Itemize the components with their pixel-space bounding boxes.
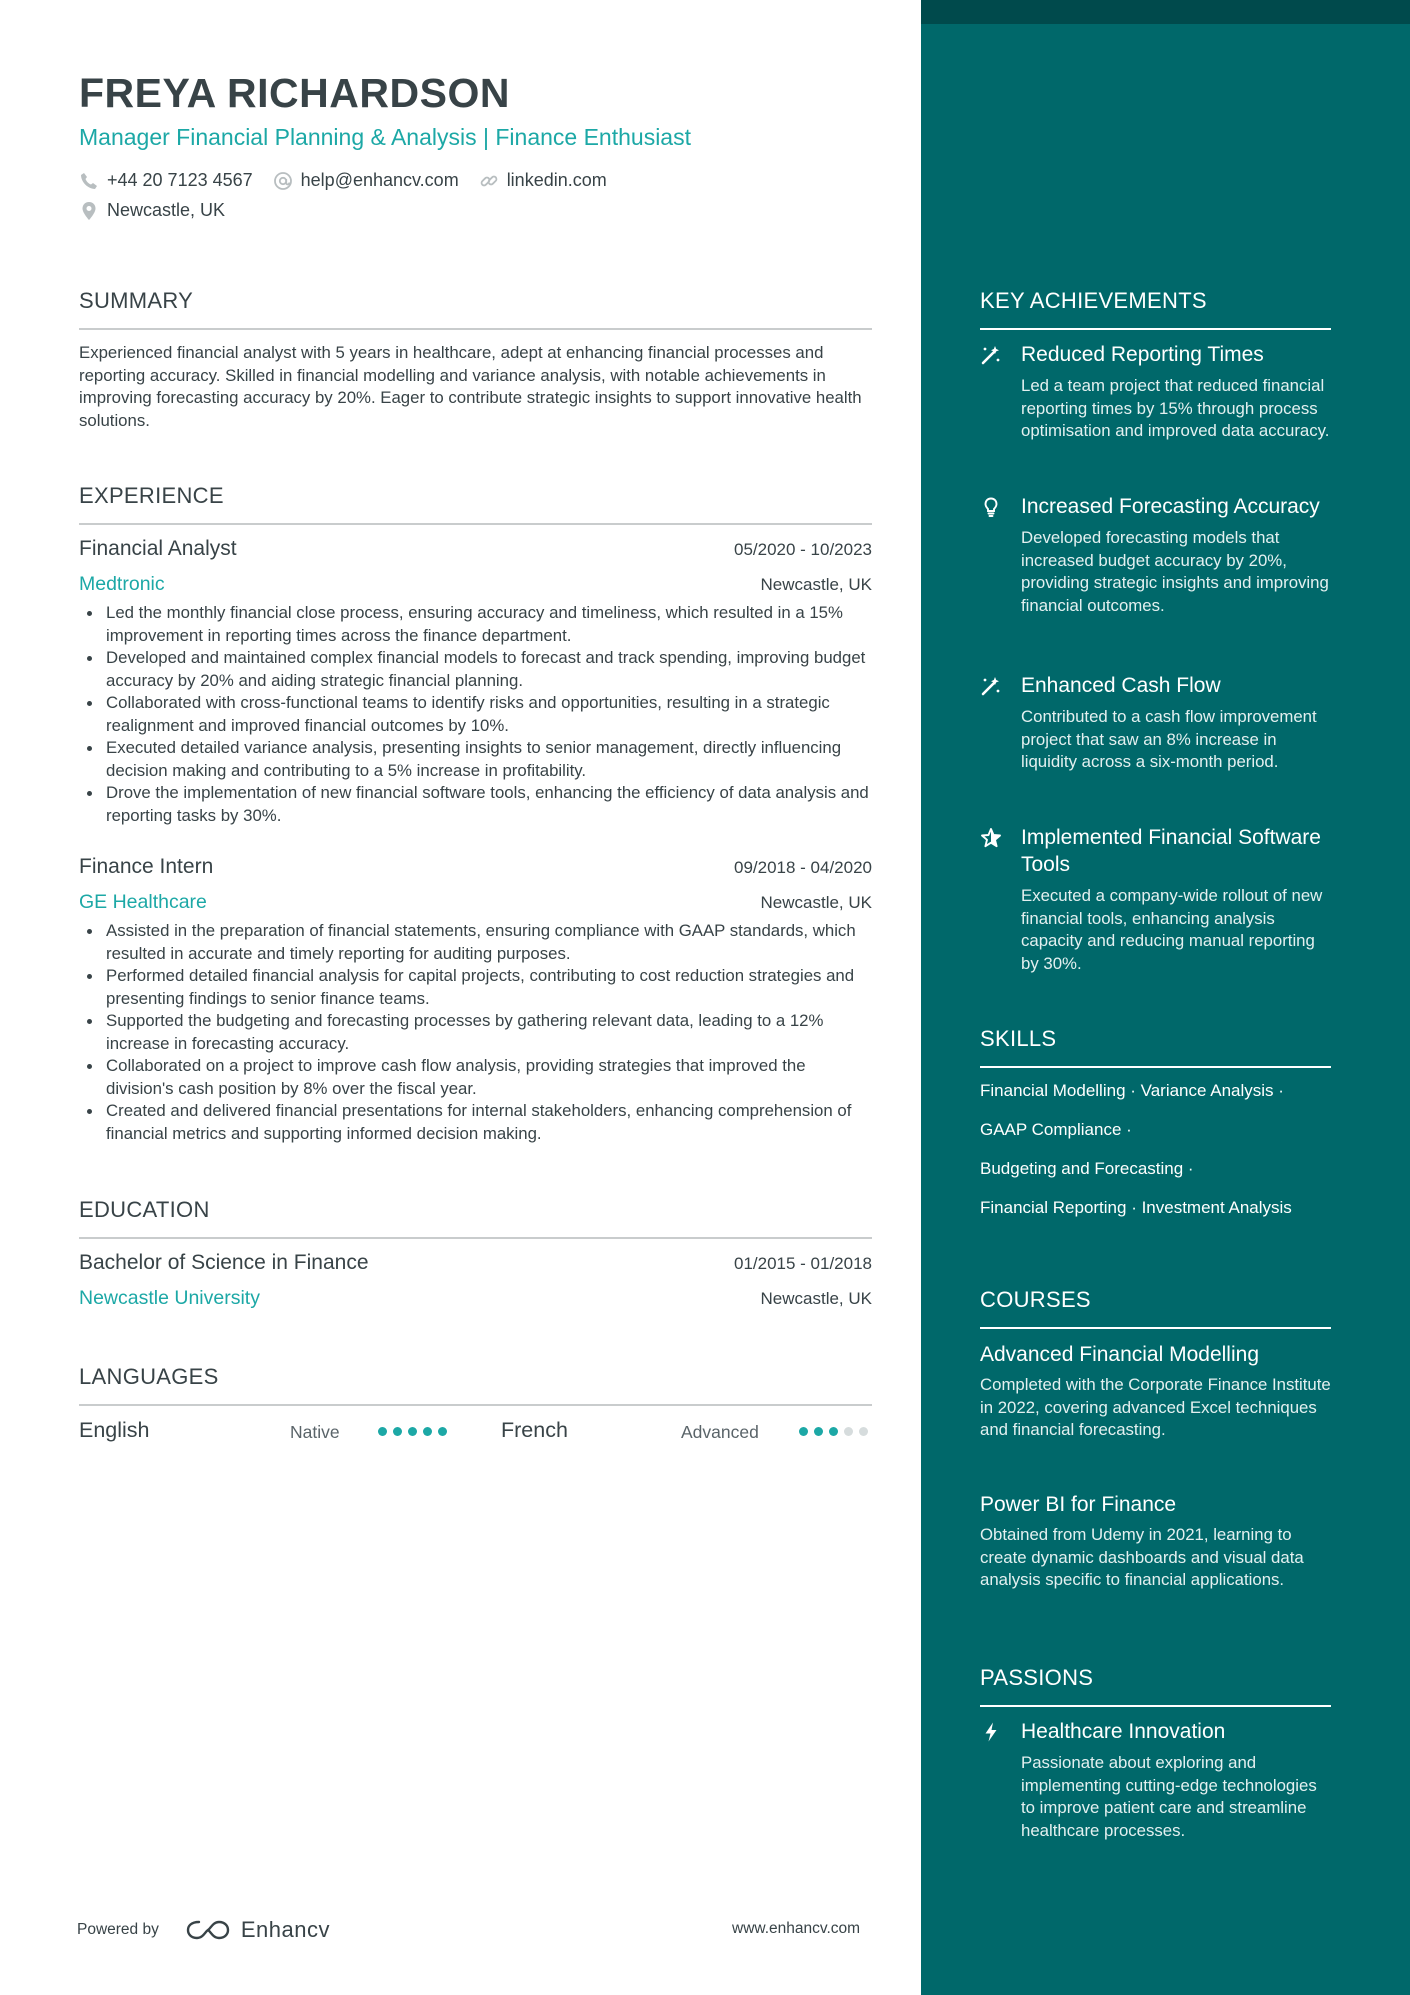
summary-heading: SUMMARY (79, 288, 872, 330)
bullet-item: Created and delivered financial presentations for internal stakeholders, enhancing comprehension of financial metrics and supporting informed decision making. (79, 1100, 872, 1145)
skills-line: Financial Modelling · Variance Analysis · (980, 1081, 1284, 1100)
school-name: Newcastle University (79, 1287, 260, 1309)
skills-heading: SKILLS (980, 1026, 1331, 1068)
sidebar-top-bar (921, 0, 1410, 24)
achievement-desc: Contributed to a cash flow improvement project that saw an 8% increase in liquidity across a six-month period. (1021, 707, 1317, 771)
rating-dot-filled (799, 1427, 808, 1436)
rating-dot-filled (393, 1427, 402, 1436)
rating-dot-filled (378, 1427, 387, 1436)
bullet-item: Assisted in the preparation of financial statements, ensuring compliance with GAAP standards, which resulted in accurate and timely reporting for auditing purposes. (79, 920, 872, 965)
course-title: Power BI for Finance (980, 1493, 1177, 1516)
achievement-title: Implemented Financial Software Tools (1021, 826, 1321, 876)
achievement-desc: Executed a company-wide rollout of new financial tools, enhancing analysis capacity and reducing manual reporting by 30%. (1021, 886, 1323, 973)
languages-heading: LANGUAGES (79, 1364, 872, 1406)
passion-title: Healthcare Innovation (1021, 1720, 1226, 1743)
rating-dot-empty (859, 1427, 868, 1436)
star-icon (980, 827, 1002, 849)
language-rating (378, 1427, 453, 1436)
bullet-item: Supported the budgeting and forecasting processes by gathering relevant data, leading to a 12% increase in forecasting accuracy. (79, 1010, 872, 1055)
email-text: help@enhancv.com (300, 170, 459, 190)
language-level: Advanced (681, 1422, 759, 1442)
candidate-name: FREYA RICHARDSON (79, 70, 510, 116)
course-item (980, 1341, 1331, 1442)
bullet-item: Performed detailed financial analysis for capital projects, contributing to cost reduction strategies and presenting findings to senior finance teams. (79, 965, 872, 1010)
bullet-item: Developed and maintained complex financial models to forecast and track spending, improving budget accuracy by 20% and aiding strategic financial planning. (79, 647, 872, 692)
language-level: Native (290, 1422, 340, 1442)
candidate-headline: Manager Financial Planning & Analysis | Finance Enthusiast (79, 124, 691, 150)
job-dates: 05/2020 - 10/2023 (733, 540, 872, 559)
achievement-desc: Led a team project that reduced financial reporting times by 15% through process optimisation and improved data accuracy. (1021, 376, 1330, 440)
job-title: Financial Analyst (79, 537, 237, 560)
job-location: Newcastle, UK (760, 893, 872, 912)
link-text: linkedin.com (506, 170, 607, 190)
course-item (980, 1491, 1331, 1592)
sidebar (921, 0, 1410, 1995)
job-entry (79, 855, 872, 1145)
course-desc: Obtained from Udemy in 2021, learning to create dynamic dashboards and visual data analysis specific to financial applications. (980, 1525, 1304, 1589)
passions-heading: PASSIONS (980, 1665, 1331, 1707)
job-company: GE Healthcare (79, 891, 207, 913)
contact-location (79, 200, 225, 221)
achievement-title: Enhanced Cash Flow (1021, 674, 1221, 697)
bullet-item: Collaborated with cross-functional teams to identify risks and opportunities, resulting in a strategic realignment and improved financial outcomes by 10%. (79, 692, 872, 737)
skills-line: Budgeting and Forecasting · (980, 1159, 1194, 1178)
language-name: French (501, 1418, 568, 1442)
degree-title: Bachelor of Science in Finance (79, 1251, 369, 1274)
phone-icon (79, 171, 99, 191)
contact-phone[interactable] (79, 170, 253, 191)
enhancv-logo-icon (185, 1918, 231, 1942)
education-heading: EDUCATION (79, 1197, 872, 1239)
location-text: Newcastle, UK (107, 200, 226, 220)
course-desc: Completed with the Corporate Finance Institute in 2022, covering advanced Excel techniques and financial forecasting. (980, 1375, 1331, 1439)
enhancv-brand: Enhancv (240, 1917, 330, 1942)
job-title: Finance Intern (79, 855, 214, 878)
achievements-heading: KEY ACHIEVEMENTS (980, 288, 1331, 330)
rating-dot-filled (408, 1427, 417, 1436)
skills-line: Financial Reporting · Investment Analysis (980, 1198, 1292, 1217)
achievement-title: Increased Forecasting Accuracy (1021, 495, 1320, 518)
bullet-item: Collaborated on a project to improve cash flow analysis, providing strategies that improved the division's cash position by 8% over the fiscal year. (79, 1055, 872, 1100)
education-entry (79, 1251, 872, 1310)
bullet-item: Drove the implementation of new financial software tools, enhancing the efficiency of data analysis and reporting tasks by 30%. (79, 782, 872, 827)
achievement-item (980, 341, 1331, 443)
rating-dot-empty (844, 1427, 853, 1436)
job-company: Medtronic (79, 573, 165, 595)
achievement-item (980, 672, 1331, 774)
contact-row-location (79, 200, 245, 221)
lightbulb-icon (980, 496, 1002, 518)
education-dates: 01/2015 - 01/2018 (733, 1254, 872, 1273)
contact-link[interactable] (479, 170, 607, 191)
job-bullets (79, 602, 872, 827)
course-title: Advanced Financial Modelling (980, 1343, 1259, 1366)
achievement-item (980, 493, 1331, 617)
phone-text: +44 20 7123 4567 (107, 170, 253, 190)
skills-line: GAAP Compliance · (980, 1120, 1132, 1139)
achievement-item (980, 824, 1331, 975)
language-rating (799, 1427, 874, 1436)
passion-desc: Passionate about exploring and implementing cutting-edge technologies to improve patient care and streamline healthcare processes. (1021, 1753, 1317, 1840)
experience-heading: EXPERIENCE (79, 483, 872, 525)
at-icon (273, 171, 293, 191)
magic-wand-icon (980, 344, 1002, 366)
rating-dot-filled (829, 1427, 838, 1436)
contact-row (79, 170, 627, 191)
job-dates: 09/2018 - 04/2020 (733, 858, 872, 877)
job-entry (79, 537, 872, 827)
summary-text: Experienced financial analyst with 5 years in healthcare, adept at enhancing financial processes and reporting accuracy. Skilled in financial modelling and variance analysis, with notable achievements in improving forecasting accuracy by 20%. Eager to contribute strategic insights to support innovative health solutions. (79, 343, 862, 430)
magic-wand-icon (980, 675, 1002, 697)
footer-branding (77, 1917, 330, 1943)
footer-url[interactable]: www.enhancv.com (732, 1920, 861, 1937)
achievement-title: Reduced Reporting Times (1021, 343, 1264, 366)
powered-by-text: Powered by (77, 1921, 159, 1938)
rating-dot-filled (438, 1427, 447, 1436)
languages-row (79, 1418, 872, 1448)
courses-heading: COURSES (980, 1287, 1331, 1329)
job-bullets (79, 920, 872, 1145)
contact-email[interactable] (273, 170, 459, 191)
rating-dot-filled (423, 1427, 432, 1436)
rating-dot-filled (814, 1427, 823, 1436)
link-icon (479, 171, 499, 191)
lightning-icon (980, 1721, 1002, 1743)
achievement-desc: Developed forecasting models that increased budget accuracy by 20%, providing strategic insights and improving financial outcomes. (1021, 528, 1329, 615)
passion-item (980, 1718, 1331, 1842)
map-pin-icon (79, 201, 99, 221)
job-location: Newcastle, UK (760, 575, 872, 594)
bullet-item: Led the monthly financial close process, ensuring accuracy and timeliness, which resulted in a 15% improvement in reporting times across the finance department. (79, 602, 872, 647)
language-name: English (79, 1418, 150, 1442)
school-location: Newcastle, UK (760, 1289, 872, 1308)
bullet-item: Executed detailed variance analysis, presenting insights to senior management, directly influencing decision making and contributing to a 5% increase in profitability. (79, 737, 872, 782)
